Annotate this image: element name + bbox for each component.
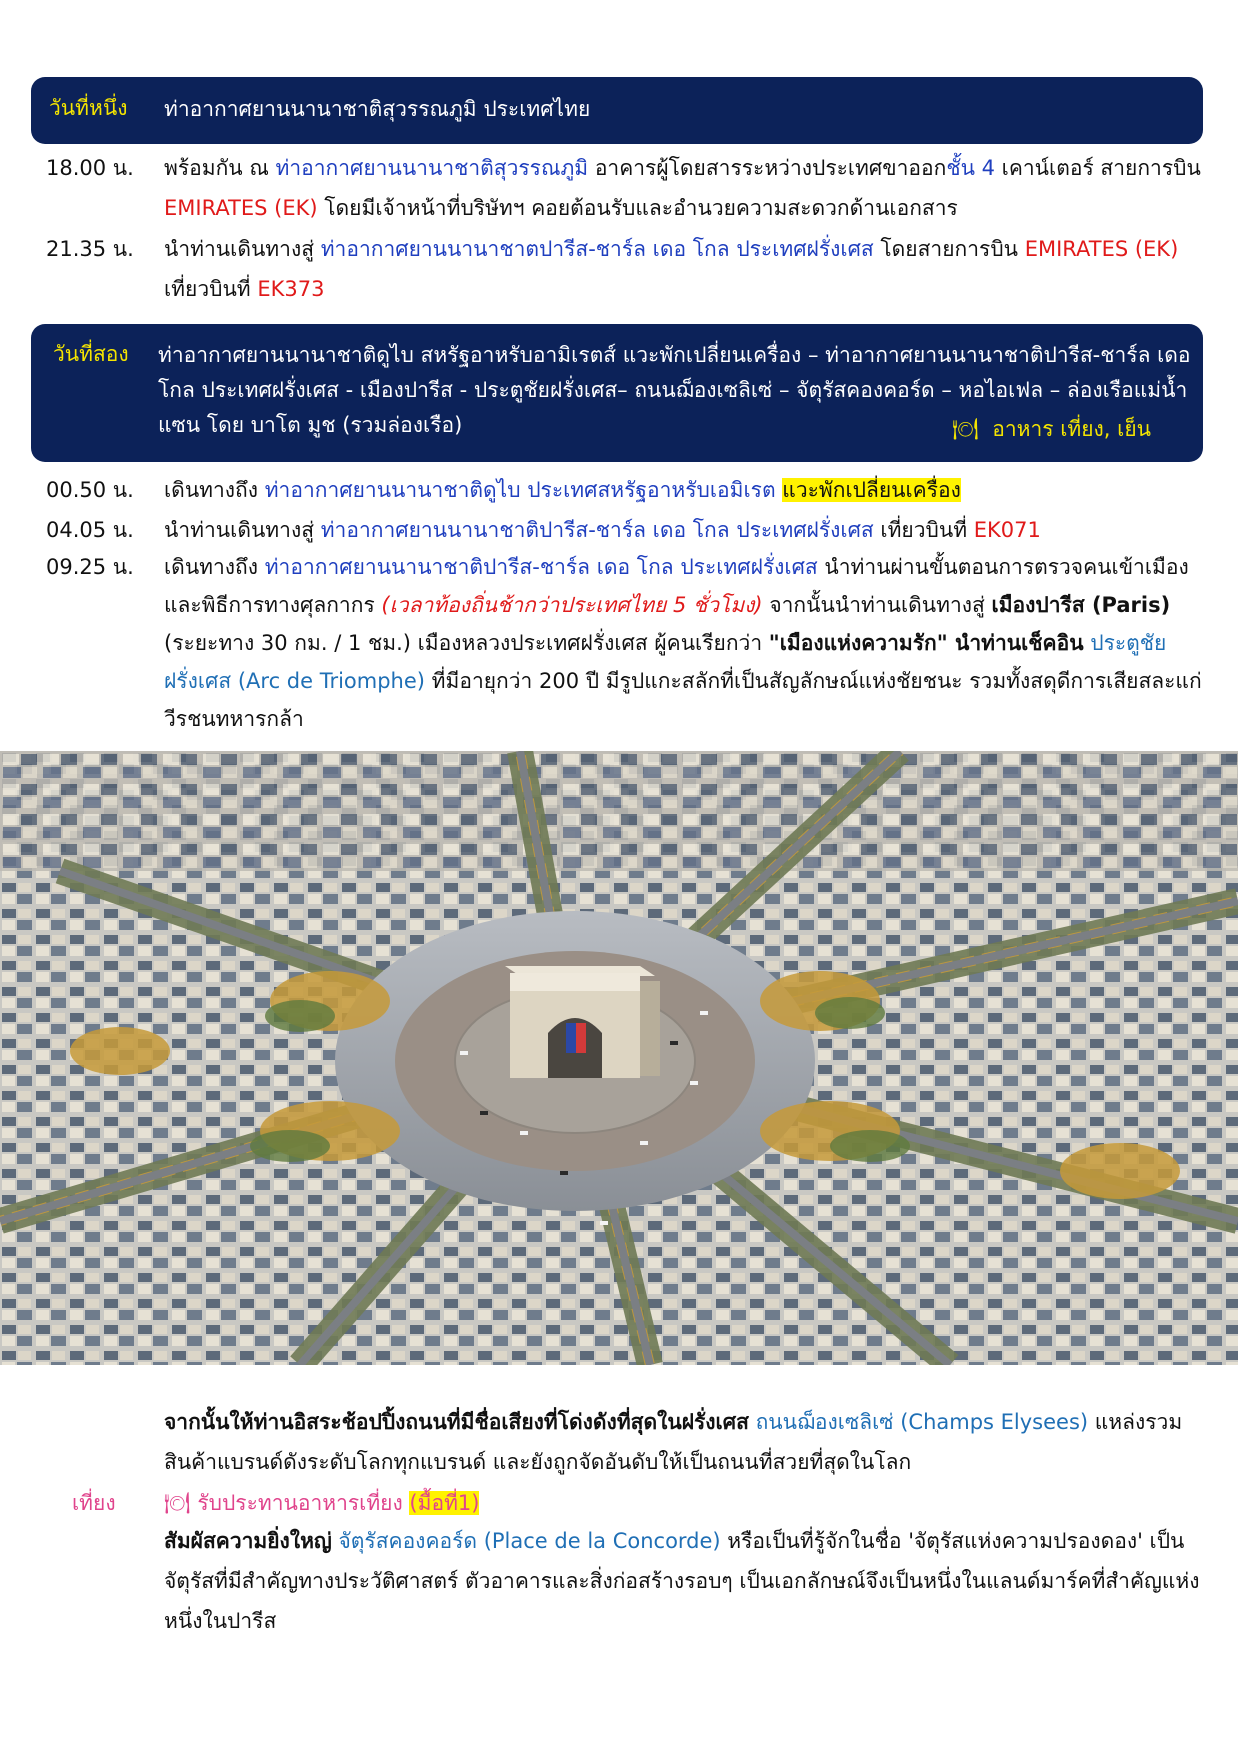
text-run: นำท่านเดินทางสู่ — [164, 518, 321, 542]
lunch-label: เที่ยง — [72, 1491, 116, 1515]
lunch-desc: รับประทานอาหารเที่ยง — [190, 1491, 403, 1515]
text-run: จากนั้นนำท่านเดินทางสู่ — [762, 593, 992, 617]
day1-item-1 — [46, 148, 1211, 228]
paragraph-rest: หรือเป็นที่รู้จักในชื่อ 'จัตุรัสแห่งความปรองดอง' เป็นจัตุรัสที่มีสำคัญทางประวัติศาสตร์ ตัวอาคารและสิ่งก่อสร้างรอบๆ เป็นเอกลักษณ์จึงเป็นหนึ่งในแลนด์มาร์คที่สำคัญแห่งหนึ่งในปารีส — [164, 1529, 1200, 1633]
transit-highlight: แวะพักเปลี่ยนเครื่อง — [782, 478, 961, 502]
time-label: 18.00 น. — [46, 156, 134, 180]
paragraph-lead: สัมผัสความยิ่งใหญ่ — [164, 1529, 332, 1553]
item-text — [164, 148, 1211, 228]
item-text — [164, 548, 1211, 738]
item-text — [164, 470, 1211, 510]
champs-elysees-paragraph — [46, 1402, 1211, 1482]
airport-name: ท่าอากาศยานนานาชาติดูไบ ประเทศสหรัฐอาหรับเอมิเรต — [264, 478, 776, 502]
airline-name: EMIRATES (EK) — [164, 196, 318, 220]
flight-number: EK071 — [973, 518, 1041, 542]
airport-name: ท่าอากาศยานนานาชาตปารีส-ชาร์ล เดอ โกล ประเทศฝรั่งเศส — [320, 237, 874, 261]
day1-title: ท่าอากาศยานนานาชาติสุวรรณภูมิ ประเทศไทย — [164, 97, 591, 121]
text-run: เดินทางถึง — [164, 555, 265, 579]
city-name: เมืองปารีส (Paris) — [991, 593, 1171, 617]
meal-icon: 🍽 — [952, 417, 979, 441]
day2-meals — [952, 413, 1151, 446]
arc-de-triomphe-illustration — [0, 751, 1238, 1365]
item-text — [164, 229, 1211, 309]
day1-label: วันที่หนึ่ง — [49, 96, 128, 120]
day2-item-2 — [46, 510, 1211, 550]
city-nickname: "เมืองแห่งความรัก" นำท่านเช็คอิน — [768, 631, 1084, 655]
timezone-note: (เวลาท้องถิ่นช้ากว่าประเทศไทย 5 ชั่วโมง) — [381, 593, 763, 617]
text-run: เดินทางถึง — [164, 478, 265, 502]
day1-item-2 — [46, 229, 1211, 309]
day1-banner — [31, 77, 1203, 144]
meal-text: อาหาร เที่ยง, เย็น — [992, 417, 1151, 441]
time-label: 09.25 น. — [46, 555, 134, 579]
lunch-row — [46, 1483, 1211, 1523]
text-run: ที่มีอายุกว่า 200 ปี มีรูปแกะสลักที่เป็นสัญลักษณ์แห่งชัยชนะ รวมทั้งสดุดีการเสียสละแก่วีรชนทหารกล้า — [164, 669, 1202, 731]
day2-item-1 — [46, 470, 1211, 510]
paragraph-text — [164, 1402, 1211, 1482]
day2-label: วันที่สอง — [53, 342, 129, 366]
time-label: 00.50 น. — [46, 478, 134, 502]
text-run: เคาน์เตอร์ สายการบิน — [994, 156, 1201, 180]
day2-title: ท่าอากาศยานนานาชาติดูไบ สหรัฐอาหรับอามิเรตส์ แวะพักเปลี่ยนเครื่อง – ท่าอากาศยานนานาชาติปารีส-ชาร์ล เดอ โกล ประเทศฝรั่งเศส - เมืองปารีส - ประตูชัยฝรั่งเศส– ถนนฌ็องเซลิเซ่ – จัตุรัสคองคอร์ด – หอไอเฟล – ล่องเรือแม่น้ำแซน โดย บาโต มูช (รวมล่องเรือ) — [158, 343, 1191, 437]
paragraph-lead: จากนั้นให้ท่านอิสระช้อปปิ้งถนนที่มีชื่อเสียงที่โด่งดังที่สุดในฝรั่งเศส — [164, 1410, 749, 1434]
airport-name: ท่าอากาศยานนานาชาติปารีส-ชาร์ล เดอ โกล ประเทศฝรั่งเศส — [320, 518, 874, 542]
text-run: อาคารผู้โดยสารระหว่างประเทศขาออก — [588, 156, 947, 180]
paragraph-rest: แหล่งรวมสินค้าแบรนด์ดังระดับโลกทุกแบรนด์ และยังถูกจัดอันดับให้เป็นถนนที่สวยที่สุดในโลก — [164, 1410, 1183, 1474]
time-label: 21.35 น. — [46, 237, 134, 261]
text-run: นำท่านเดินทางสู่ — [164, 237, 321, 261]
arc-de-triomphe-name: ประตูชัยฝรั่งเศส (Arc de Triomphe) — [164, 631, 1167, 693]
floor-label: ชั้น 4 — [946, 156, 995, 180]
flight-number: EK373 — [257, 277, 325, 301]
text-run: พร้อมกัน ณ — [164, 156, 276, 180]
text-run: เที่ยวบินที่ — [873, 518, 974, 542]
meal-number: (มื้อที่1) — [409, 1491, 480, 1515]
text-run: เที่ยวบินที่ — [164, 277, 258, 301]
day2-banner — [31, 324, 1203, 462]
place-de-la-concorde-name: จัตุรัสคองคอร์ด (Place de la Concorde) — [331, 1529, 721, 1553]
text-run: โดยสายการบิน — [873, 237, 1025, 261]
time-label: 04.05 น. — [46, 518, 134, 542]
item-text — [164, 510, 1211, 550]
concorde-paragraph — [46, 1521, 1211, 1641]
airport-name: ท่าอากาศยานนานาชาติปารีส-ชาร์ล เดอ โกล ประเทศฝรั่งเศส — [264, 555, 818, 579]
meal-icon: 🍽 — [164, 1491, 191, 1515]
airport-name: ท่าอากาศยานนานาชาติสุวรรณภูมิ — [275, 156, 589, 180]
day2-item-3 — [46, 548, 1211, 738]
airline-name: EMIRATES (EK) — [1024, 237, 1179, 261]
text-run: (ระยะทาง 30 กม. / 1 ชม.) เมืองหลวงประเทศฝรั่งเศส ผู้คนเรียกว่า — [164, 631, 769, 655]
text-run: นำท่านผ่านขั้นตอนการตรวจคนเข้าเมืองและพิธีการทางศุลกากร — [164, 555, 1189, 617]
text-run: โดยมีเจ้าหน้าที่บริษัทฯ คอยต้อนรับและอำนวยความสะดวกด้านเอกสาร — [317, 196, 958, 220]
champs-elysees-name: ถนนฌ็องเซลิเซ่ (Champs Elysees) — [748, 1410, 1089, 1434]
arc-de-triomphe-photo — [0, 751, 1238, 1365]
paragraph-text — [164, 1521, 1211, 1641]
lunch-text — [164, 1483, 1211, 1523]
